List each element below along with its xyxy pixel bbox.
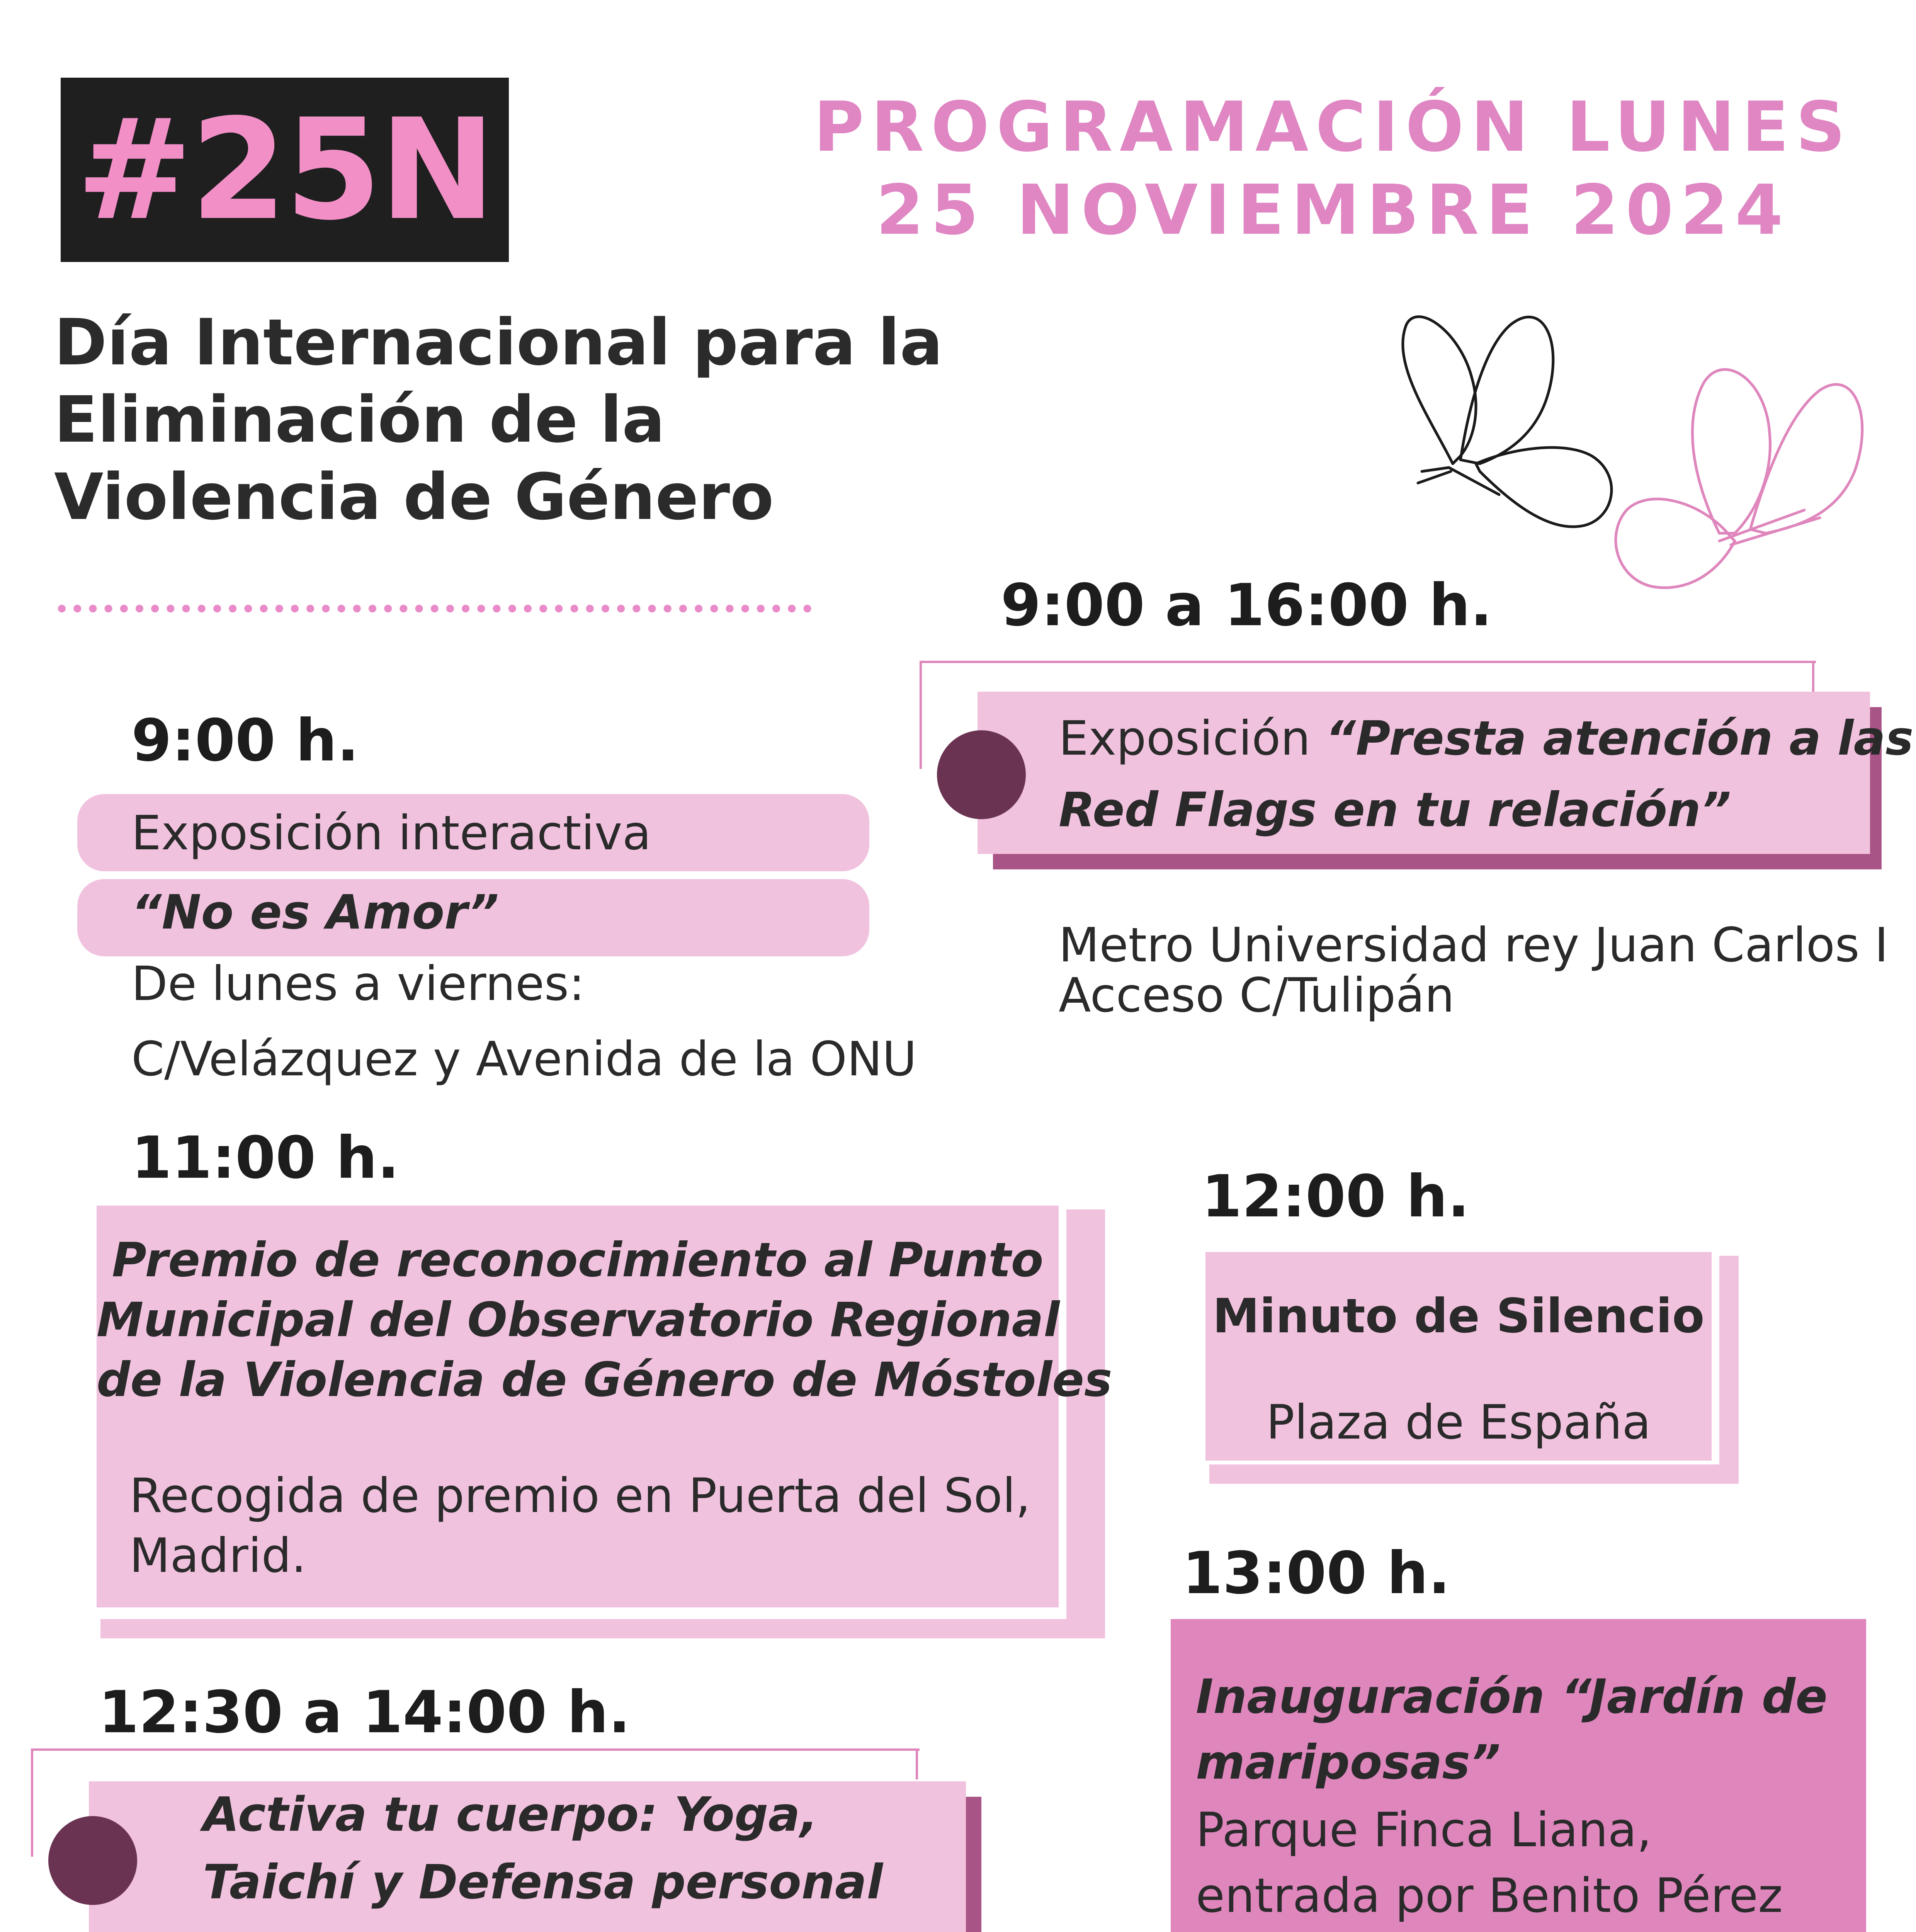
event-0900-1600-loc2: Acceso C/Tulipán: [1059, 968, 1455, 1023]
event-title-a: “Presta atención a las: [1325, 711, 1914, 766]
butterfly-outline-black-icon: [1383, 301, 1630, 533]
event-1300-title1: Inauguración “Jardín de: [1196, 1669, 1828, 1724]
event-1300-loc1: Parque Finca Liana,: [1196, 1803, 1652, 1857]
hashtag-text: #25N: [76, 89, 493, 251]
subtitle-line1: Día Internacional para la: [54, 305, 943, 379]
dotted-divider: [58, 605, 811, 612]
event-1100-title2: Municipal del Observatorio Regional: [97, 1293, 1060, 1347]
subtitle-line2: Eliminación de la: [54, 383, 665, 457]
event-prefix: Exposición: [1059, 711, 1326, 766]
event-1100-loc1: Recogida de premio en Puerta del Sol,: [129, 1468, 1031, 1523]
event-1300-loc2: entrada por Benito Pérez: [1196, 1868, 1783, 1923]
event-1100-title1: Premio de reconocimiento al Punto: [112, 1233, 1044, 1287]
time-1200: 12:00 h.: [1202, 1163, 1470, 1230]
event-0900-line1: Exposición interactiva: [131, 806, 651, 861]
event-1230-title1: Activa tu cuerpo: Yoga,: [203, 1787, 818, 1842]
event-0900-line3: De lunes a viernes:: [131, 956, 585, 1011]
event-1100-title3: de la Violencia de Género de Móstoles: [97, 1352, 1112, 1407]
event-1100-loc2: Madrid.: [129, 1528, 306, 1583]
time-0900: 9:00 h.: [131, 707, 359, 774]
plum-dot: [937, 730, 1026, 819]
event-1300-title2: mariposas”: [1196, 1735, 1501, 1790]
program-title-line2: 25 NOVIEMBRE 2024: [876, 170, 1790, 250]
event-0900-1600-loc1: Metro Universidad rey Juan Carlos I: [1059, 918, 1889, 973]
program-title-line1: PROGRAMACIÓN LUNES: [813, 87, 1853, 167]
event-0900-title: “No es Amor”: [131, 885, 499, 940]
time-1300: 13:00 h.: [1182, 1540, 1450, 1607]
event-1230-title2: Taichí y Defensa personal: [203, 1855, 883, 1910]
event-1200-location: Plaza de España: [1266, 1395, 1651, 1450]
event-1200-title: Minuto de Silencio: [1212, 1289, 1705, 1344]
time-1230-1400: 12:30 a 14:00 h.: [99, 1679, 631, 1746]
subtitle-line3: Violencia de Género: [54, 460, 774, 534]
outline-frame-edge: [916, 1748, 918, 1779]
time-0900-1600: 9:00 a 16:00 h.: [1001, 572, 1493, 639]
event-0900-1600-title-line1: [1059, 711, 1914, 766]
event-0900-location: C/Velázquez y Avenida de la ONU: [131, 1032, 917, 1087]
outline-frame-edge: [1812, 661, 1814, 692]
butterfly-outline-pink-icon: [1603, 348, 1882, 603]
plum-dot: [48, 1816, 137, 1905]
event-0900-1600-title-line2: Red Flags en tu relación”: [1059, 782, 1731, 837]
time-1100: 11:00 h.: [131, 1124, 400, 1192]
